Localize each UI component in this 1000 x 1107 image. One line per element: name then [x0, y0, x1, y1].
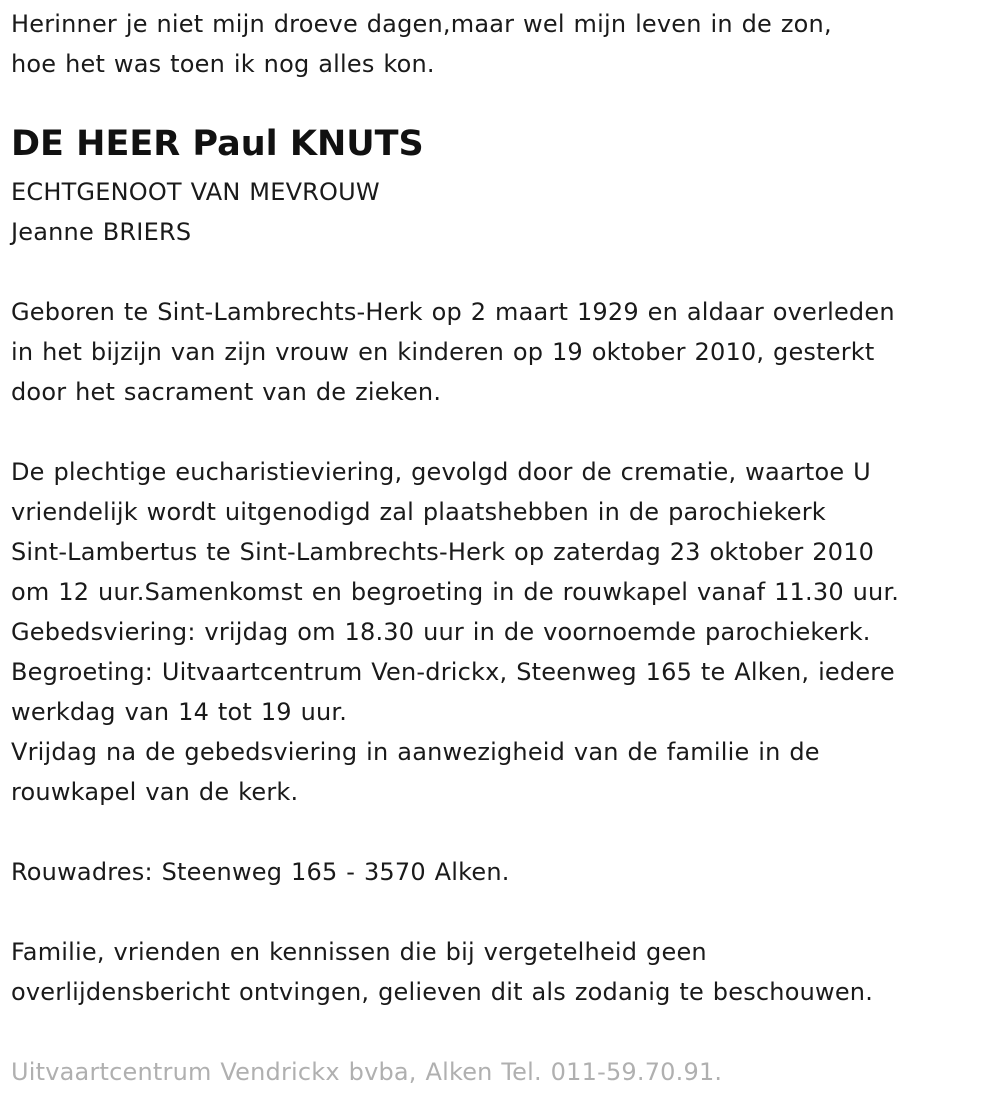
quote-line-2: hoe het was toen ik nog alles kon.	[11, 50, 435, 78]
spacer	[11, 1012, 991, 1052]
paragraph-line: De plechtige eucharistieviering, gevolgd door de crematie, waartoe U	[11, 458, 871, 486]
notice-paragraph	[11, 932, 991, 1012]
spacer	[11, 412, 991, 452]
paragraph-line: Geboren te Sint-Lambrechts-Herk op 2 maart 1929 en aldaar overleden	[11, 298, 895, 326]
relation-label: ECHTGENOOT VAN MEVROUW	[11, 178, 380, 206]
spacer	[11, 812, 991, 852]
paragraph-line: rouwkapel van de kerk.	[11, 778, 299, 806]
paragraph-line: Sint-Lambertus te Sint-Lambrechts-Herk op zaterdag 23 oktober 2010	[11, 538, 875, 566]
birth-death-paragraph	[11, 292, 991, 412]
quote-line-1: Herinner je niet mijn droeve dagen,maar wel mijn leven in de zon,	[11, 10, 832, 38]
mourning-address: Rouwadres: Steenweg 165 - 3570 Alken.	[11, 858, 510, 886]
deceased-name: DE HEER Paul KNUTS	[11, 124, 424, 164]
paragraph-line: Begroeting: Uitvaartcentrum Ven-drickx, Steenweg 165 te Alken, iedere	[11, 658, 895, 686]
paragraph-line: Gebedsviering: vrijdag om 18.30 uur in de voornoemde parochiekerk.	[11, 618, 871, 646]
memorial-quote	[11, 4, 991, 84]
obituary-notice	[11, 4, 991, 1092]
paragraph-line: overlijdensbericht ontvingen, gelieven dit als zodanig te beschouwen.	[11, 978, 874, 1006]
funeral-home-footer: Uitvaartcentrum Vendrickx bvba, Alken Tel. 011-59.70.91.	[11, 1058, 723, 1086]
spacer	[11, 892, 991, 932]
spouse-name: Jeanne BRIERS	[11, 218, 192, 246]
paragraph-line: Vrijdag na de gebedsviering in aanwezigheid van de familie in de	[11, 738, 820, 766]
paragraph-line: om 12 uur.Samenkomst en begroeting in de rouwkapel vanaf 11.30 uur.	[11, 578, 900, 606]
paragraph-line: door het sacrament van de zieken.	[11, 378, 442, 406]
paragraph-line: werkdag van 14 tot 19 uur.	[11, 698, 348, 726]
ceremony-paragraph	[11, 452, 991, 812]
paragraph-line: in het bijzijn van zijn vrouw en kinderen op 19 oktober 2010, gesterkt	[11, 338, 875, 366]
paragraph-line: vriendelijk wordt uitgenodigd zal plaatshebben in de parochiekerk	[11, 498, 826, 526]
spacer	[11, 252, 991, 292]
paragraph-line: Familie, vrienden en kennissen die bij vergetelheid geen	[11, 938, 707, 966]
